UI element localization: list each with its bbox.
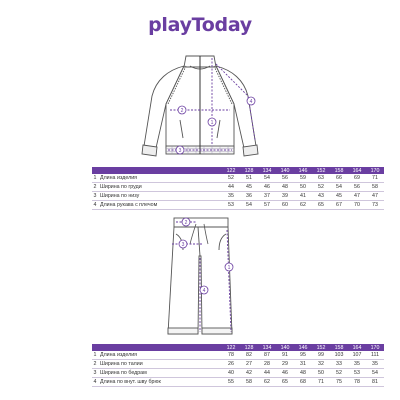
row-label: Длина изделия <box>98 174 222 183</box>
pants-size-header <box>92 344 384 351</box>
value-cell: 65 <box>312 201 330 210</box>
table-row <box>92 351 384 360</box>
size-cell: 128 <box>240 167 258 174</box>
table-row <box>92 174 384 183</box>
value-cell: 54 <box>240 201 258 210</box>
value-cell: 47 <box>348 192 366 201</box>
value-cell: 41 <box>294 192 312 201</box>
size-cell: 164 <box>348 167 366 174</box>
value-cell: 48 <box>276 183 294 192</box>
row-number: 1 <box>93 352 97 358</box>
row-number: 3 <box>93 370 97 376</box>
value-cell: 42 <box>240 369 258 378</box>
table-row <box>92 201 384 210</box>
value-cell: 46 <box>258 183 276 192</box>
value-cell: 87 <box>258 351 276 360</box>
svg-text:2: 2 <box>184 220 188 226</box>
value-cell: 53 <box>222 201 240 210</box>
value-cell: 107 <box>348 351 366 360</box>
size-cell: 152 <box>312 344 330 351</box>
value-cell: 99 <box>312 351 330 360</box>
value-cell: 56 <box>276 174 294 183</box>
value-cell: 50 <box>294 183 312 192</box>
value-cell: 81 <box>366 378 384 387</box>
value-cell: 53 <box>348 369 366 378</box>
value-cell: 35 <box>222 192 240 201</box>
value-cell: 33 <box>330 360 348 369</box>
value-cell: 75 <box>330 378 348 387</box>
value-cell: 78 <box>348 378 366 387</box>
value-cell: 73 <box>366 201 384 210</box>
value-cell: 54 <box>330 183 348 192</box>
value-cell: 47 <box>366 192 384 201</box>
row-number: 2 <box>93 361 97 367</box>
value-cell: 59 <box>294 174 312 183</box>
value-cell: 37 <box>258 192 276 201</box>
pants-marker-3 <box>179 240 187 248</box>
size-cell: 134 <box>258 344 276 351</box>
value-cell: 35 <box>366 360 384 369</box>
value-cell: 43 <box>312 192 330 201</box>
value-cell: 58 <box>366 183 384 192</box>
size-cell: 140 <box>276 344 294 351</box>
pants-marker-2 <box>182 218 190 226</box>
row-label: Длина рукава с плечом <box>98 201 222 210</box>
value-cell: 62 <box>294 201 312 210</box>
size-cell: 170 <box>366 167 384 174</box>
value-cell: 29 <box>276 360 294 369</box>
size-cell: 146 <box>294 344 312 351</box>
value-cell: 62 <box>258 378 276 387</box>
value-cell: 45 <box>330 192 348 201</box>
size-cell: 122 <box>222 167 240 174</box>
size-cell: 134 <box>258 167 276 174</box>
svg-text:2: 2 <box>180 108 184 114</box>
value-cell: 50 <box>312 369 330 378</box>
row-number: 2 <box>93 184 97 190</box>
value-cell: 54 <box>258 174 276 183</box>
size-cell: 152 <box>312 167 330 174</box>
value-cell: 56 <box>348 183 366 192</box>
value-cell: 65 <box>276 378 294 387</box>
jacket-marker-2 <box>178 106 186 114</box>
row-label: Ширина по груди <box>98 183 222 192</box>
size-cell: 128 <box>240 344 258 351</box>
table-row <box>92 378 384 387</box>
value-cell: 32 <box>312 360 330 369</box>
value-cell: 54 <box>366 369 384 378</box>
jacket-marker-1 <box>208 118 216 126</box>
value-cell: 103 <box>330 351 348 360</box>
table-row <box>92 360 384 369</box>
jacket-size-table <box>92 167 384 210</box>
row-number: 4 <box>93 202 97 208</box>
svg-text:3: 3 <box>181 242 185 248</box>
value-cell: 35 <box>348 360 366 369</box>
jacket-marker-4 <box>247 97 255 105</box>
svg-text:4: 4 <box>249 99 253 105</box>
value-cell: 46 <box>276 369 294 378</box>
value-cell: 36 <box>240 192 258 201</box>
value-cell: 52 <box>222 174 240 183</box>
row-label: Ширина по низу <box>98 192 222 201</box>
table-row <box>92 369 384 378</box>
svg-text:3: 3 <box>178 148 182 154</box>
pants-marker-1 <box>225 263 233 271</box>
value-cell: 31 <box>294 360 312 369</box>
value-cell: 51 <box>240 174 258 183</box>
jacket-marker-3 <box>176 146 184 154</box>
value-cell: 48 <box>294 369 312 378</box>
value-cell: 52 <box>312 183 330 192</box>
value-cell: 26 <box>222 360 240 369</box>
row-label: Ширина по бедрам <box>98 369 222 378</box>
value-cell: 63 <box>312 174 330 183</box>
size-cell: 170 <box>366 344 384 351</box>
value-cell: 111 <box>366 351 384 360</box>
value-cell: 58 <box>240 378 258 387</box>
value-cell: 55 <box>222 378 240 387</box>
value-cell: 52 <box>330 369 348 378</box>
value-cell: 71 <box>312 378 330 387</box>
value-cell: 45 <box>240 183 258 192</box>
value-cell: 95 <box>294 351 312 360</box>
table-row <box>92 192 384 201</box>
row-number: 3 <box>93 193 97 199</box>
value-cell: 66 <box>330 174 348 183</box>
jacket-size-header <box>92 167 384 174</box>
value-cell: 67 <box>330 201 348 210</box>
size-cell: 158 <box>330 344 348 351</box>
size-cell: 164 <box>348 344 366 351</box>
pants-size-table <box>92 344 384 387</box>
brand-logo: playToday <box>148 14 252 36</box>
svg-text:4: 4 <box>202 288 206 294</box>
row-label: Ширина по талии <box>98 360 222 369</box>
value-cell: 91 <box>276 351 294 360</box>
value-cell: 44 <box>258 369 276 378</box>
value-cell: 60 <box>276 201 294 210</box>
value-cell: 82 <box>240 351 258 360</box>
svg-text:1: 1 <box>210 120 214 126</box>
row-number: 1 <box>93 175 97 181</box>
row-label: Длина изделия <box>98 351 222 360</box>
value-cell: 28 <box>258 360 276 369</box>
value-cell: 78 <box>222 351 240 360</box>
jacket-illustration <box>142 56 258 156</box>
row-label: Длина по внут. шву брюк <box>98 378 222 387</box>
table-row <box>92 183 384 192</box>
value-cell: 70 <box>348 201 366 210</box>
size-cell: 140 <box>276 167 294 174</box>
value-cell: 69 <box>348 174 366 183</box>
pants-right-hem <box>202 328 232 334</box>
jacket-left-cuff <box>142 145 157 156</box>
size-cell: 146 <box>294 167 312 174</box>
pants-left-hem <box>168 328 198 334</box>
size-cell: 158 <box>330 167 348 174</box>
value-cell: 39 <box>276 192 294 201</box>
value-cell: 57 <box>258 201 276 210</box>
value-cell: 40 <box>222 369 240 378</box>
svg-text:1: 1 <box>227 265 231 271</box>
value-cell: 68 <box>294 378 312 387</box>
row-number: 4 <box>93 379 97 385</box>
value-cell: 27 <box>240 360 258 369</box>
value-cell: 44 <box>222 183 240 192</box>
pants-marker-4 <box>200 286 208 294</box>
size-cell: 122 <box>222 344 240 351</box>
value-cell: 71 <box>366 174 384 183</box>
jacket-right-cuff <box>243 145 258 156</box>
